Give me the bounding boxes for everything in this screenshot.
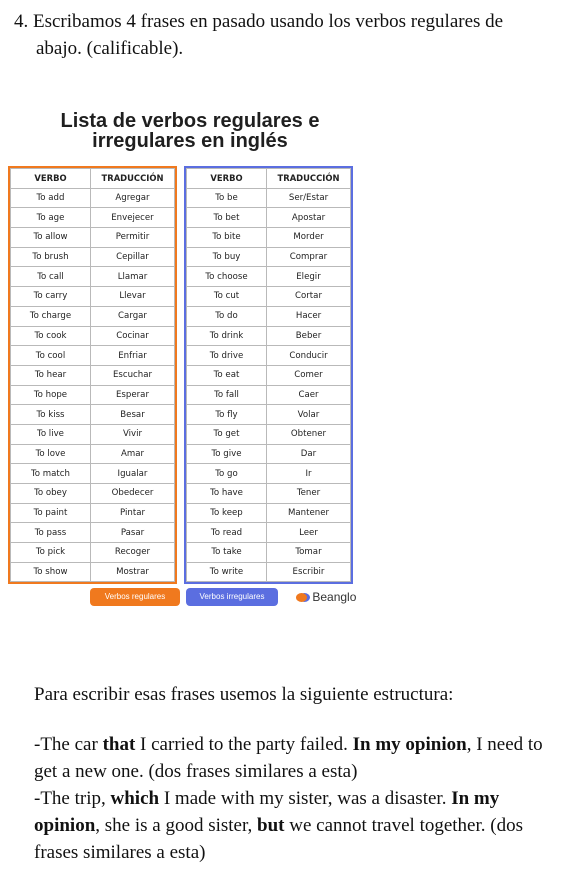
brand-name: Beanglo bbox=[312, 590, 357, 604]
regular-verbs-table bbox=[10, 168, 175, 582]
irregular-row bbox=[187, 484, 351, 504]
irregular-translation-cell: Mantener bbox=[267, 503, 351, 523]
regular-verb-cell: To carry bbox=[11, 287, 91, 307]
irregular-verb-cell: To cut bbox=[187, 287, 267, 307]
image-title-line-2: irregulares en inglés bbox=[92, 130, 288, 152]
regular-translation-cell: Vivir bbox=[91, 424, 175, 444]
brand-logo-icon bbox=[296, 593, 307, 602]
irregular-row bbox=[187, 306, 351, 326]
irregular-verb-cell: To take bbox=[187, 543, 267, 563]
irregular-row bbox=[187, 543, 351, 563]
regular-row bbox=[11, 267, 175, 287]
regular-row bbox=[11, 306, 175, 326]
irregular-header-translation: TRADUCCIÓN bbox=[267, 169, 351, 189]
regular-verb-cell: To show bbox=[11, 562, 91, 582]
irregular-verb-cell: To eat bbox=[187, 365, 267, 385]
irregular-row bbox=[187, 287, 351, 307]
regular-verb-cell: To add bbox=[11, 188, 91, 208]
sentence-text: -The car bbox=[34, 734, 103, 755]
irregular-translation-cell: Morder bbox=[267, 228, 351, 248]
regular-row bbox=[11, 424, 175, 444]
regular-verb-cell: To kiss bbox=[11, 405, 91, 425]
regular-row bbox=[11, 228, 175, 248]
irregular-verb-cell: To go bbox=[187, 464, 267, 484]
example-sentence-1 bbox=[34, 731, 544, 785]
irregular-translation-cell: Comer bbox=[267, 365, 351, 385]
irregular-verb-cell: To bite bbox=[187, 228, 267, 248]
regular-verb-cell: To live bbox=[11, 424, 91, 444]
irregular-translation-cell: Ser/Estar bbox=[267, 188, 351, 208]
regular-translation-cell: Esperar bbox=[91, 385, 175, 405]
irregular-verb-cell: To drive bbox=[187, 346, 267, 366]
sentence-text: , she is a good sister, bbox=[95, 815, 258, 836]
irregular-translation-cell: Leer bbox=[267, 523, 351, 543]
irregular-verb-cell: To have bbox=[187, 484, 267, 504]
irregular-row bbox=[187, 464, 351, 484]
example-sentence-2 bbox=[34, 785, 544, 866]
irregular-row bbox=[187, 523, 351, 543]
irregular-row bbox=[187, 503, 351, 523]
irregular-translation-cell: Volar bbox=[267, 405, 351, 425]
image-title-line-1: Lista de verbos regulares e bbox=[60, 110, 320, 132]
regular-verb-cell: To cool bbox=[11, 346, 91, 366]
regular-verb-cell: To pass bbox=[11, 523, 91, 543]
regular-row bbox=[11, 405, 175, 425]
irregular-row bbox=[187, 346, 351, 366]
regular-translation-cell: Llamar bbox=[91, 267, 175, 287]
irregular-verb-cell: To fly bbox=[187, 405, 267, 425]
regular-translation-cell: Envejecer bbox=[91, 208, 175, 228]
regular-row bbox=[11, 484, 175, 504]
regular-translation-cell: Escuchar bbox=[91, 365, 175, 385]
sentence-text: I carried to the party failed. bbox=[135, 734, 353, 755]
regular-verbs-body bbox=[11, 188, 175, 582]
regular-verb-cell: To match bbox=[11, 464, 91, 484]
irregular-translation-cell: Escribir bbox=[267, 562, 351, 582]
irregular-row bbox=[187, 247, 351, 267]
regular-verb-cell: To charge bbox=[11, 306, 91, 326]
irregular-row bbox=[187, 562, 351, 582]
irregular-verb-cell: To keep bbox=[187, 503, 267, 523]
regular-row bbox=[11, 287, 175, 307]
bold-keyword: but bbox=[257, 815, 285, 836]
regular-translation-cell: Cocinar bbox=[91, 326, 175, 346]
irregular-verb-cell: To bet bbox=[187, 208, 267, 228]
irregular-verb-cell: To get bbox=[187, 424, 267, 444]
irregular-verb-cell: To do bbox=[187, 306, 267, 326]
regular-translation-cell: Enfriar bbox=[91, 346, 175, 366]
regular-translation-cell: Amar bbox=[91, 444, 175, 464]
question-title bbox=[14, 8, 554, 62]
irregular-translation-cell: Beber bbox=[267, 326, 351, 346]
irregular-translation-cell: Tener bbox=[267, 484, 351, 504]
regular-row bbox=[11, 503, 175, 523]
regular-translation-cell: Cargar bbox=[91, 306, 175, 326]
irregular-translation-cell: Elegir bbox=[267, 267, 351, 287]
regular-row bbox=[11, 208, 175, 228]
irregular-row bbox=[187, 385, 351, 405]
irregular-translation-cell: Tomar bbox=[267, 543, 351, 563]
irregular-verb-cell: To be bbox=[187, 188, 267, 208]
question-line-1: 4. Escribamos 4 frases en pasado usando los verbos regulares de bbox=[14, 11, 504, 32]
sentence-text: , I need to get a new one. (dos frases similares a esta) bbox=[34, 734, 543, 782]
irregular-translation-cell: Comprar bbox=[267, 247, 351, 267]
regular-row bbox=[11, 543, 175, 563]
regular-row bbox=[11, 247, 175, 267]
irregular-verbs-table bbox=[186, 168, 351, 582]
regular-translation-cell: Permitir bbox=[91, 228, 175, 248]
irregular-translation-cell: Caer bbox=[267, 385, 351, 405]
bold-keyword: which bbox=[110, 788, 160, 809]
regular-header-translation: TRADUCCIÓN bbox=[91, 169, 175, 189]
regular-row bbox=[11, 562, 175, 582]
irregular-verb-cell: To read bbox=[187, 523, 267, 543]
regular-verb-cell: To obey bbox=[11, 484, 91, 504]
brand-logo bbox=[296, 590, 356, 604]
regular-verb-cell: To age bbox=[11, 208, 91, 228]
regular-translation-cell: Besar bbox=[91, 405, 175, 425]
sentence-text: -The trip, bbox=[34, 788, 111, 809]
irregular-row bbox=[187, 208, 351, 228]
irregular-row bbox=[187, 365, 351, 385]
regular-verb-cell: To pick bbox=[11, 543, 91, 563]
regular-row bbox=[11, 346, 175, 366]
irregular-row bbox=[187, 405, 351, 425]
instructions-intro: Para escribir esas frases usemos la siguiente estructura: bbox=[34, 684, 454, 705]
regular-translation-cell: Mostrar bbox=[91, 562, 175, 582]
irregular-translation-cell: Obtener bbox=[267, 424, 351, 444]
irregular-translation-cell: Cortar bbox=[267, 287, 351, 307]
irregular-verb-cell: To write bbox=[187, 562, 267, 582]
sentence-text: I made with my sister, was a disaster. bbox=[159, 788, 452, 809]
regular-translation-cell: Cepillar bbox=[91, 247, 175, 267]
irregular-row bbox=[187, 228, 351, 248]
irregular-row bbox=[187, 444, 351, 464]
irregular-translation-cell: Hacer bbox=[267, 306, 351, 326]
regular-row bbox=[11, 444, 175, 464]
regular-verb-cell: To hear bbox=[11, 365, 91, 385]
irregular-header-verb: VERBO bbox=[187, 169, 267, 189]
regular-verbs-label: Verbos regulares bbox=[90, 588, 180, 606]
irregular-verbs-body bbox=[187, 188, 351, 582]
irregular-verb-cell: To drink bbox=[187, 326, 267, 346]
bold-keyword: In my opinion bbox=[34, 788, 500, 836]
regular-translation-cell: Pintar bbox=[91, 503, 175, 523]
regular-verb-cell: To cook bbox=[11, 326, 91, 346]
bold-keyword: In my opinion bbox=[352, 734, 467, 755]
regular-header-verb: VERBO bbox=[11, 169, 91, 189]
regular-row bbox=[11, 365, 175, 385]
irregular-translation-cell: Apostar bbox=[267, 208, 351, 228]
question-line-2: abajo. (calificable). bbox=[36, 38, 184, 59]
regular-verb-cell: To allow bbox=[11, 228, 91, 248]
verb-list-image bbox=[0, 100, 400, 620]
regular-translation-cell: Obedecer bbox=[91, 484, 175, 504]
regular-verb-cell: To love bbox=[11, 444, 91, 464]
regular-row bbox=[11, 326, 175, 346]
irregular-row bbox=[187, 188, 351, 208]
irregular-row bbox=[187, 267, 351, 287]
regular-translation-cell: Pasar bbox=[91, 523, 175, 543]
irregular-translation-cell: Ir bbox=[267, 464, 351, 484]
regular-row bbox=[11, 523, 175, 543]
irregular-verb-cell: To give bbox=[187, 444, 267, 464]
regular-translation-cell: Llevar bbox=[91, 287, 175, 307]
irregular-row bbox=[187, 424, 351, 444]
irregular-verb-cell: To choose bbox=[187, 267, 267, 287]
regular-verb-cell: To brush bbox=[11, 247, 91, 267]
regular-translation-cell: Recoger bbox=[91, 543, 175, 563]
irregular-verb-cell: To fall bbox=[187, 385, 267, 405]
regular-translation-cell: Igualar bbox=[91, 464, 175, 484]
sentence-text: we cannot travel together. (dos frases similares a esta) bbox=[34, 815, 523, 863]
regular-verb-cell: To call bbox=[11, 267, 91, 287]
regular-row bbox=[11, 188, 175, 208]
irregular-verb-cell: To buy bbox=[187, 247, 267, 267]
regular-translation-cell: Agregar bbox=[91, 188, 175, 208]
bold-keyword: that bbox=[102, 734, 136, 755]
regular-row bbox=[11, 385, 175, 405]
regular-row bbox=[11, 464, 175, 484]
irregular-row bbox=[187, 326, 351, 346]
irregular-translation-cell: Dar bbox=[267, 444, 351, 464]
irregular-translation-cell: Conducir bbox=[267, 346, 351, 366]
irregular-verbs-label: Verbos irregulares bbox=[186, 588, 278, 606]
regular-verb-cell: To hope bbox=[11, 385, 91, 405]
regular-verb-cell: To paint bbox=[11, 503, 91, 523]
